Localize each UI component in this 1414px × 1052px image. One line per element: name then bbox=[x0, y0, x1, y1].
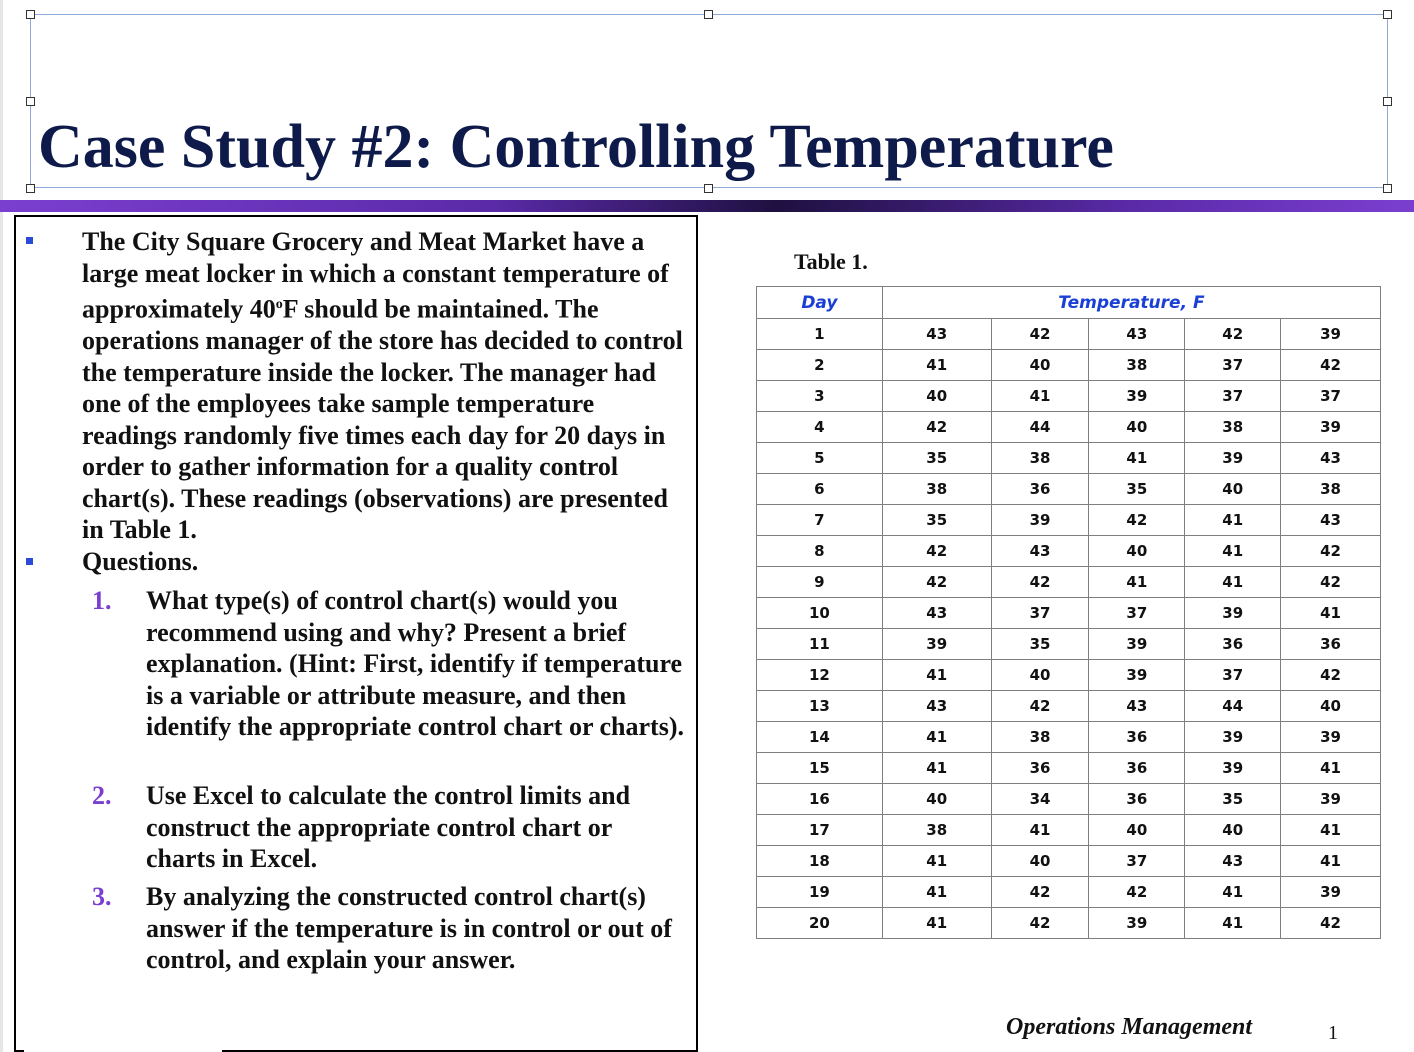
temperature-cell: 39 bbox=[1089, 908, 1185, 939]
slide-title[interactable]: Case Study #2: Controlling Temperature bbox=[38, 113, 1114, 181]
question-number: 2. bbox=[92, 781, 112, 810]
temperature-cell: 41 bbox=[1185, 877, 1281, 908]
temperature-cell: 39 bbox=[1281, 319, 1381, 350]
temperature-cell: 42 bbox=[991, 877, 1089, 908]
temperature-cell: 36 bbox=[1185, 629, 1281, 660]
table-row bbox=[757, 877, 1381, 908]
temperature-cell: 42 bbox=[1281, 350, 1381, 381]
temperature-cell: 41 bbox=[1281, 815, 1381, 846]
temperature-cell: 43 bbox=[882, 691, 991, 722]
temperature-cell: 44 bbox=[991, 412, 1089, 443]
table-row bbox=[757, 908, 1381, 939]
day-cell: 1 bbox=[757, 319, 883, 350]
temperature-cell: 38 bbox=[1281, 474, 1381, 505]
question-1-text: What type(s) of control chart(s) would you recommend using and why? Present a brief explanation. (Hint: First, identify if temperature is a variable or attribute measure, and then identify the appropriate control chart or charts). bbox=[146, 586, 684, 741]
header-day: Day bbox=[757, 287, 883, 319]
temperature-cell: 40 bbox=[1185, 815, 1281, 846]
day-cell: 6 bbox=[757, 474, 883, 505]
temperature-cell: 39 bbox=[1089, 660, 1185, 691]
table-row bbox=[757, 319, 1381, 350]
temperature-cell: 39 bbox=[1281, 412, 1381, 443]
temperature-cell: 41 bbox=[882, 908, 991, 939]
resize-handle-top-middle[interactable] bbox=[704, 10, 713, 19]
temperature-cell: 43 bbox=[991, 536, 1089, 567]
resize-handle-top-left[interactable] bbox=[26, 10, 35, 19]
temperature-cell: 36 bbox=[1281, 629, 1381, 660]
temperature-cell: 36 bbox=[1089, 784, 1185, 815]
temperature-cell: 37 bbox=[1281, 381, 1381, 412]
temperature-cell: 35 bbox=[882, 443, 991, 474]
header-temperature: Temperature, F bbox=[882, 287, 1380, 319]
temperature-cell: 42 bbox=[1089, 877, 1185, 908]
table-row bbox=[757, 722, 1381, 753]
table-row bbox=[757, 598, 1381, 629]
table-header-row bbox=[757, 287, 1381, 319]
temperature-cell: 44 bbox=[1185, 691, 1281, 722]
temperature-cell: 40 bbox=[882, 381, 991, 412]
day-cell: 10 bbox=[757, 598, 883, 629]
table-row bbox=[757, 505, 1381, 536]
day-cell: 11 bbox=[757, 629, 883, 660]
table-row bbox=[757, 443, 1381, 474]
temperature-cell: 35 bbox=[882, 505, 991, 536]
temperature-cell: 41 bbox=[882, 722, 991, 753]
temperature-cell: 42 bbox=[1281, 660, 1381, 691]
day-cell: 9 bbox=[757, 567, 883, 598]
temperature-cell: 39 bbox=[1281, 877, 1381, 908]
temperature-cell: 37 bbox=[1185, 660, 1281, 691]
temperature-cell: 36 bbox=[1089, 722, 1185, 753]
table-row bbox=[757, 412, 1381, 443]
temperature-cell: 41 bbox=[1281, 846, 1381, 877]
day-cell: 15 bbox=[757, 753, 883, 784]
questions-label: Questions. bbox=[82, 547, 199, 576]
temperature-cell: 40 bbox=[1089, 536, 1185, 567]
temperature-cell: 38 bbox=[991, 722, 1089, 753]
table-body bbox=[757, 319, 1381, 939]
temperature-cell: 39 bbox=[1089, 381, 1185, 412]
temperature-cell: 39 bbox=[1185, 753, 1281, 784]
temperature-cell: 43 bbox=[1281, 505, 1381, 536]
temperature-cell: 39 bbox=[1185, 722, 1281, 753]
table-row bbox=[757, 567, 1381, 598]
intro-paragraph: The City Square Grocery and Meat Market have a large meat locker in which a constant temperature of approximately 40$^o$F should be maintained. The operations manager of the store has decided to control the temperature inside the locker. The manager had one of the employees take sample temperature readings randomly five times each day for 20 days in order to gather information for a quality control chart(s). These readings (observations) are presented in Table 1. bbox=[82, 227, 683, 545]
temperature-cell: 42 bbox=[991, 567, 1089, 598]
temperature-cell: 38 bbox=[991, 443, 1089, 474]
question-3-text: By analyzing the constructed control chart(s) answer if the temperature is in control or out of control, and explain your answer. bbox=[146, 882, 672, 974]
temperature-table bbox=[756, 286, 1381, 939]
temperature-cell: 36 bbox=[991, 474, 1089, 505]
resize-handle-top-right[interactable] bbox=[1383, 10, 1392, 19]
temperature-cell: 41 bbox=[1281, 598, 1381, 629]
temperature-cell: 42 bbox=[1281, 908, 1381, 939]
resize-handle-bottom-left[interactable] bbox=[26, 184, 35, 193]
resize-handle-middle-right[interactable] bbox=[1383, 97, 1392, 106]
temperature-cell: 37 bbox=[1185, 350, 1281, 381]
table-row bbox=[757, 846, 1381, 877]
temperature-cell: 41 bbox=[882, 877, 991, 908]
temperature-cell: 39 bbox=[1089, 629, 1185, 660]
temperature-cell: 41 bbox=[882, 753, 991, 784]
table-row bbox=[757, 381, 1381, 412]
temperature-cell: 40 bbox=[1089, 815, 1185, 846]
temperature-cell: 42 bbox=[1185, 319, 1281, 350]
table-row bbox=[757, 815, 1381, 846]
temperature-cell: 40 bbox=[1089, 412, 1185, 443]
temperature-cell: 43 bbox=[882, 598, 991, 629]
table-row bbox=[757, 691, 1381, 722]
table-caption: Table 1. bbox=[794, 249, 868, 274]
temperature-cell: 37 bbox=[1185, 381, 1281, 412]
temperature-cell: 36 bbox=[1089, 753, 1185, 784]
temperature-cell: 40 bbox=[882, 784, 991, 815]
day-cell: 14 bbox=[757, 722, 883, 753]
resize-handle-bottom-right[interactable] bbox=[1383, 184, 1392, 193]
temperature-cell: 36 bbox=[991, 753, 1089, 784]
temperature-cell: 42 bbox=[991, 908, 1089, 939]
temperature-cell: 43 bbox=[1185, 846, 1281, 877]
resize-handle-middle-left[interactable] bbox=[26, 97, 35, 106]
temperature-cell: 43 bbox=[1089, 319, 1185, 350]
temperature-cell: 37 bbox=[991, 598, 1089, 629]
table-row bbox=[757, 536, 1381, 567]
temperature-cell: 41 bbox=[882, 660, 991, 691]
question-number: 3. bbox=[92, 882, 112, 911]
temperature-cell: 35 bbox=[1185, 784, 1281, 815]
temperature-cell: 39 bbox=[1281, 784, 1381, 815]
footer-text: Operations Management bbox=[1006, 1014, 1253, 1040]
table-row bbox=[757, 474, 1381, 505]
temperature-cell: 41 bbox=[1185, 536, 1281, 567]
temperature-cell: 42 bbox=[882, 567, 991, 598]
table-row bbox=[757, 660, 1381, 691]
table-row bbox=[757, 784, 1381, 815]
temperature-cell: 40 bbox=[991, 846, 1089, 877]
temperature-cell: 41 bbox=[1089, 567, 1185, 598]
temperature-cell: 39 bbox=[1185, 443, 1281, 474]
temperature-cell: 40 bbox=[1185, 474, 1281, 505]
temperature-cell: 41 bbox=[882, 846, 991, 877]
page-number: 1 bbox=[1328, 1022, 1338, 1044]
temperature-cell: 42 bbox=[1281, 536, 1381, 567]
temperature-cell: 41 bbox=[991, 815, 1089, 846]
temperature-cell: 43 bbox=[1089, 691, 1185, 722]
temperature-cell: 35 bbox=[1089, 474, 1185, 505]
temperature-cell: 39 bbox=[1281, 722, 1381, 753]
temperature-cell: 41 bbox=[1281, 753, 1381, 784]
temperature-cell: 41 bbox=[882, 350, 991, 381]
table-row bbox=[757, 753, 1381, 784]
resize-handle-bottom-middle[interactable] bbox=[704, 184, 713, 193]
day-cell: 5 bbox=[757, 443, 883, 474]
question-number: 1. bbox=[92, 586, 112, 615]
temperature-cell: 41 bbox=[1089, 443, 1185, 474]
question-2-text: Use Excel to calculate the control limits and construct the appropriate control chart or charts in Excel. bbox=[146, 781, 631, 873]
temperature-cell: 41 bbox=[1185, 567, 1281, 598]
temperature-cell: 34 bbox=[991, 784, 1089, 815]
day-cell: 13 bbox=[757, 691, 883, 722]
temperature-cell: 37 bbox=[1089, 846, 1185, 877]
temperature-cell: 42 bbox=[1281, 567, 1381, 598]
square-bullet-icon bbox=[26, 558, 33, 565]
temperature-cell: 39 bbox=[882, 629, 991, 660]
day-cell: 7 bbox=[757, 505, 883, 536]
day-cell: 19 bbox=[757, 877, 883, 908]
temperature-cell: 39 bbox=[991, 505, 1089, 536]
temperature-cell: 41 bbox=[1185, 505, 1281, 536]
temperature-cell: 38 bbox=[882, 815, 991, 846]
temperature-cell: 40 bbox=[1281, 691, 1381, 722]
day-cell: 20 bbox=[757, 908, 883, 939]
day-cell: 4 bbox=[757, 412, 883, 443]
temperature-cell: 42 bbox=[882, 412, 991, 443]
temperature-cell: 41 bbox=[991, 381, 1089, 412]
day-cell: 17 bbox=[757, 815, 883, 846]
temperature-cell: 42 bbox=[1089, 505, 1185, 536]
temperature-cell: 43 bbox=[1281, 443, 1381, 474]
day-cell: 16 bbox=[757, 784, 883, 815]
table-row bbox=[757, 350, 1381, 381]
temperature-cell: 42 bbox=[882, 536, 991, 567]
day-cell: 12 bbox=[757, 660, 883, 691]
square-bullet-icon bbox=[26, 237, 33, 244]
temperature-cell: 42 bbox=[991, 691, 1089, 722]
slide-left-edge bbox=[0, 0, 3, 1052]
title-divider-bar bbox=[0, 200, 1414, 212]
temperature-cell: 35 bbox=[991, 629, 1089, 660]
day-cell: 18 bbox=[757, 846, 883, 877]
day-cell: 8 bbox=[757, 536, 883, 567]
temperature-cell: 41 bbox=[1185, 908, 1281, 939]
temperature-cell: 39 bbox=[1185, 598, 1281, 629]
temperature-cell: 38 bbox=[1089, 350, 1185, 381]
temperature-cell: 38 bbox=[1185, 412, 1281, 443]
table-row bbox=[757, 629, 1381, 660]
temperature-cell: 40 bbox=[991, 660, 1089, 691]
temperature-cell: 37 bbox=[1089, 598, 1185, 629]
day-cell: 2 bbox=[757, 350, 883, 381]
temperature-cell: 40 bbox=[991, 350, 1089, 381]
temperature-cell: 42 bbox=[991, 319, 1089, 350]
day-cell: 3 bbox=[757, 381, 883, 412]
temperature-cell: 38 bbox=[882, 474, 991, 505]
temperature-cell: 43 bbox=[882, 319, 991, 350]
